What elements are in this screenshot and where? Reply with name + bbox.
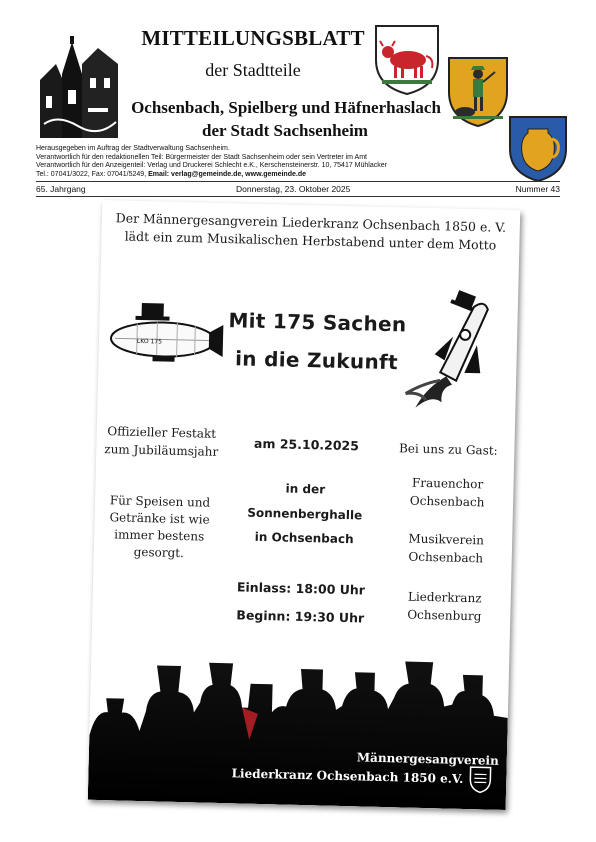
masthead-subtitle: der Stadtteile: [205, 60, 301, 80]
guest1-line2: Ochsenbach: [409, 493, 485, 510]
location-line3: in Ochsenbach: [254, 529, 354, 547]
imprint-email-web[interactable]: Email: verlag@gemeinde.de, www.gemeinde.de: [148, 171, 306, 178]
guest3-line1: Liederkranz: [407, 589, 482, 606]
guest2-line1: Musikverein: [408, 531, 485, 548]
imprint-contact: [36, 171, 516, 180]
masthead-city: der Stadt Sachsenheim: [202, 121, 368, 140]
header-rule-bottom: [36, 196, 560, 197]
poster-motto-line2: in die Zukunft: [234, 346, 399, 375]
poster-motto-line1: Mit 175 Sachen: [228, 308, 407, 337]
club-crest-icon: [468, 765, 493, 794]
imprint-phone: Tel.: 07041/3022, Fax: 07041/5249,: [36, 171, 149, 178]
imprint-ads: Verantwortlich für den Anzeigenteil: Verlag und Druckerei Schlecht e.K., Kerschensteinerstr. 10, 75417 Mühlacker: [36, 162, 387, 169]
issue-volume: 65. Jahrgang: [36, 184, 86, 194]
event-date: am 25.10.2025: [253, 435, 360, 454]
issue-date: Donnerstag, 23. Oktober 2025: [236, 184, 351, 194]
guests-heading: Bei uns zu Gast:: [398, 441, 498, 458]
event-poster: [88, 200, 521, 810]
masthead-districts: Ochsenbach, Spielberg und Häfnerhaslach: [131, 98, 441, 117]
festakt-line1: Offizieller Festakt: [107, 424, 217, 441]
guest1-line1: Frauenchor: [411, 475, 484, 492]
zeppelin-label: LKO 175: [136, 337, 163, 346]
poster-intro-line2: lädt ein zum Musikalischen Herbstabend unter dem Motto: [124, 228, 497, 253]
food-line4: gesorgt.: [133, 544, 185, 561]
header-rule-top: [36, 181, 560, 182]
club-name-line2: Liederkranz Ochsenbach 1850 e.V.: [231, 766, 464, 786]
imprint-publisher: Herausgegeben im Auftrag der Stadtverwaltung Sachsenheim.: [36, 145, 230, 152]
location-line1: in der: [285, 481, 326, 497]
entry-time: Einlass: 18:00 Uhr: [236, 579, 366, 598]
start-time: Beginn: 19:30 Uhr: [236, 607, 365, 626]
imprint-editorial: Verantwortlich für den redaktionellen Teil: Bürgermeister der Stadt Sachsenheim oder sein Vertreter im Amt: [36, 154, 367, 161]
jug-crest-icon: [508, 115, 568, 183]
club-name-line1: Männergesangverein: [356, 750, 499, 768]
food-line2: Getränke ist wie: [109, 510, 210, 527]
church-icon: [38, 34, 118, 138]
guest3-line2: Ochsenburg: [407, 607, 482, 624]
rocket-icon: [395, 283, 506, 416]
issue-number: Nummer 43: [515, 184, 560, 194]
food-line3: immer bestens: [114, 527, 205, 544]
guest2-line2: Ochsenbach: [408, 549, 484, 566]
location-line2: Sonnenberghalle: [247, 505, 363, 523]
festakt-line2: zum Jubiläumsjahr: [104, 442, 219, 459]
hunter-crest-icon: [447, 56, 509, 128]
poster-intro-line1: Der Männergesangverein Liederkranz Ochsenbach 1850 e. V.: [115, 210, 507, 235]
ox-crest-icon: [374, 24, 440, 96]
masthead-title: MITTEILUNGSBLATT: [141, 26, 365, 50]
food-line1: Für Speisen und: [109, 493, 211, 510]
